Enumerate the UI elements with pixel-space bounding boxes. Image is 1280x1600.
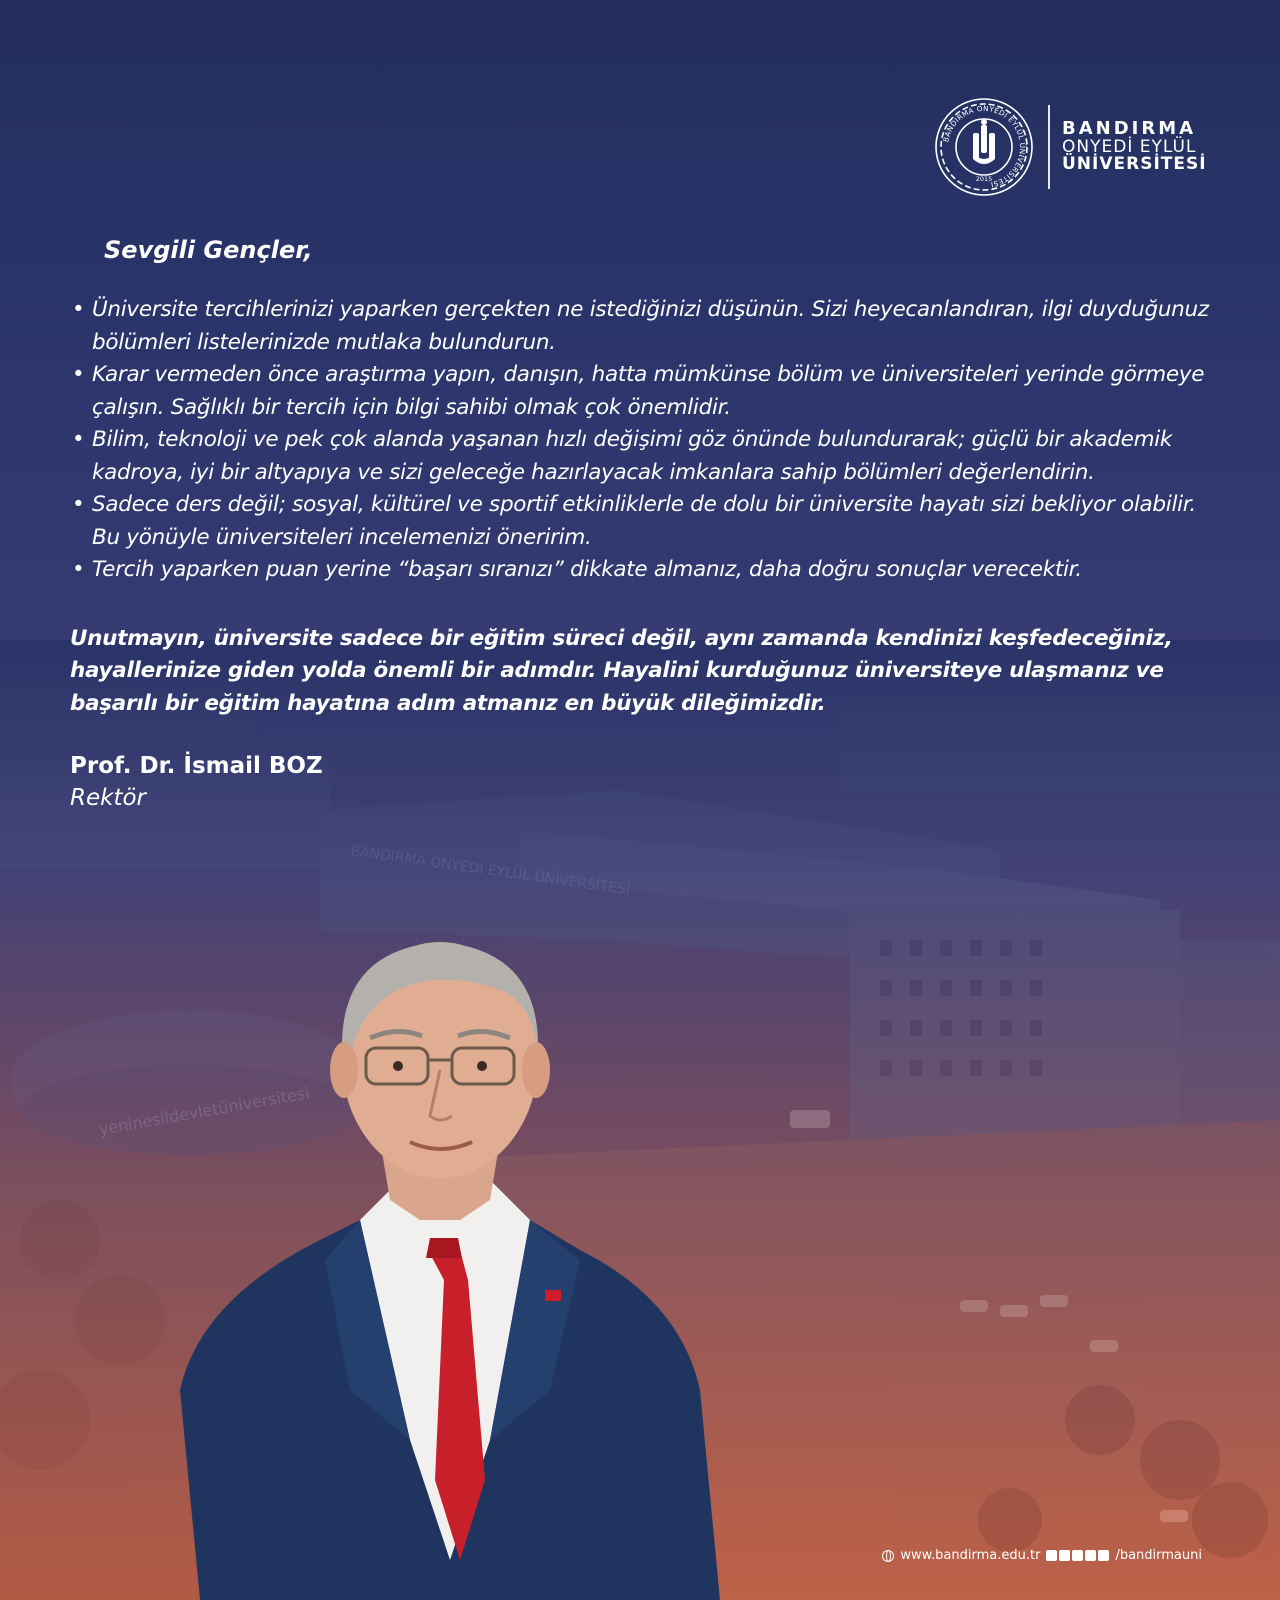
logo-line-3: ÜNİVERSİTESİ (1062, 154, 1207, 175)
footer (882, 1548, 1202, 1563)
seal-ring-text: BANDIRMA ONYEDİ EYLÜL ÜNİVERSİTESİ (941, 103, 1028, 190)
advice-item: • Karar vermeden önce araştırma yapın, danışın, hatta mümkünse bölüm ve üniversiteleri yerinde görmeye çalışın. Sağlıklı bir tercih için bilgi sahibi olmak çok önemlidir. (70, 359, 1230, 424)
instagram-icon[interactable] (1046, 1550, 1057, 1561)
rector-letter (70, 236, 1230, 814)
greeting: Sevgili Gençler, (104, 236, 313, 264)
youtube-icon[interactable] (1085, 1550, 1096, 1561)
linkedin-icon[interactable] (1098, 1550, 1109, 1561)
logo-line-2: ONYEDİ EYLÜL (1062, 136, 1197, 157)
advice-item: • Üniversite tercihlerinizi yaparken gerçekten ne istediğinizi düşünün. Sizi heyecanlandıran, ilgi duyduğunuz bölümleri listelerinizde mutlaka bulundurun. (70, 294, 1230, 359)
university-seal-icon (932, 95, 1036, 199)
signature-name: Prof. Dr. İsmail BOZ (70, 753, 323, 779)
rector-portrait (160, 920, 720, 1600)
seal-year: 2015 (975, 175, 993, 183)
facebook-icon[interactable] (1059, 1550, 1070, 1561)
social-icons (1046, 1550, 1109, 1561)
university-logo (932, 95, 1207, 199)
globe-icon (882, 1550, 894, 1562)
x-icon[interactable] (1072, 1550, 1083, 1561)
signature (70, 750, 1230, 814)
advice-list (70, 294, 1230, 587)
logo-line-1: BANDIRMA (1062, 117, 1197, 139)
logo-wordmark (1062, 117, 1207, 175)
advice-item: • Tercih yaparken puan yerine “başarı sıranızı” dikkate almanız, daha doğru sonuçlar verecektir. (70, 554, 1230, 587)
advice-item: • Sadece ders değil; sosyal, kültürel ve sportif etkinliklerle de dolu bir üniversite hayatı sizi bekliyor olabilir. Bu yönüyle üniversiteleri incelemenizi öneririm. (70, 489, 1230, 554)
website-link[interactable]: www.bandirma.edu.tr (900, 1548, 1041, 1563)
closing-paragraph: Unutmayın, üniversite sadece bir eğitim süreci değil, aynı zamanda kendinizi keşfedeceğiniz, hayallerinize giden yolda önemli bir adımdır. Hayalini kurduğunuz üniversiteye ulaşmanız ve başarılı bir eğitim hayatına adım atmanız en büyük dileğimizdir. (70, 625, 1173, 716)
logo-divider (1048, 105, 1050, 189)
advice-item: • Bilim, teknoloji ve pek çok alanda yaşanan hızlı değişimi göz önünde bulundurarak; güçlü bir akademik kadroya, iyi bir altyapıya ve sizi geleceğe hazırlayacak imkanlara sahip bölümleri değerlendirin. (70, 424, 1230, 489)
signature-title: Rektör (70, 785, 146, 811)
social-handle[interactable]: /bandirmauni (1115, 1548, 1202, 1563)
